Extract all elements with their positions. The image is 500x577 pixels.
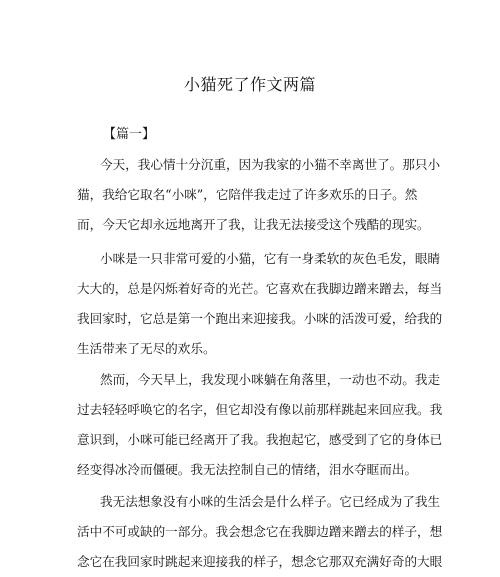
paragraph-line: 猫，我给它取名“小咪”，它陪伴我走过了许多欢乐的日子。然 (77, 187, 418, 202)
paragraph-line: 我回家时，它总是第一个跑出来迎接我。小咪的活泼可爱，给我的 (77, 311, 443, 326)
paragraph-line: 我无法想象没有小咪的生活会是什么样子。它已经成为了我生 (100, 494, 441, 509)
paragraph-line: 小咪是一只非常可爱的小猫，它有一身柔软的灰色毛发，眼睛 (100, 251, 441, 266)
paragraph-line: 意识到，小咪可能已经离开了我。我抱起它，感受到了它的身体已 (77, 432, 443, 447)
paragraph-line: 活中不可或缺的一部分。我会想念它在我脚边蹭来蹭去的样子，想 (77, 524, 443, 539)
paragraph-line: 生活带来了无尽的欢乐。 (77, 341, 216, 356)
document-title: 小猫死了作文两篇 (183, 75, 316, 94)
section-label: 【篇一】 (103, 127, 156, 142)
paragraph-line: 然而，今天早上，我发现小咪躺在角落里，一动也不动。我走 (100, 372, 441, 387)
paragraph-line: 过去轻轻呼唤它的名字，但它却没有像以前那样跳起来回应我。我 (77, 402, 443, 417)
paragraph-2 (77, 244, 443, 364)
paragraph-line: 今天，我心情十分沉重，因为我家的小猫不幸离世了。那只小 (100, 157, 441, 172)
paragraph-4 (77, 487, 443, 577)
paragraph-1 (77, 150, 441, 240)
paragraph-line: 经变得冰冷而僵硬。我无法控制自己的情绪，泪水夺眶而出。 (77, 462, 418, 477)
paragraph-3 (77, 365, 443, 485)
paragraph-line: 而，今天它却永远地离开了我，让我无法接受这个残酷的现实。 (77, 217, 430, 232)
paragraph-line: 念它在我回家时跳起来迎接我的样子，想念它那双充满好奇的大眼 (77, 554, 443, 569)
paragraph-line: 大大的，总是闪烁着好奇的光芒。它喜欢在我脚边蹭来蹭去，每当 (77, 281, 443, 296)
